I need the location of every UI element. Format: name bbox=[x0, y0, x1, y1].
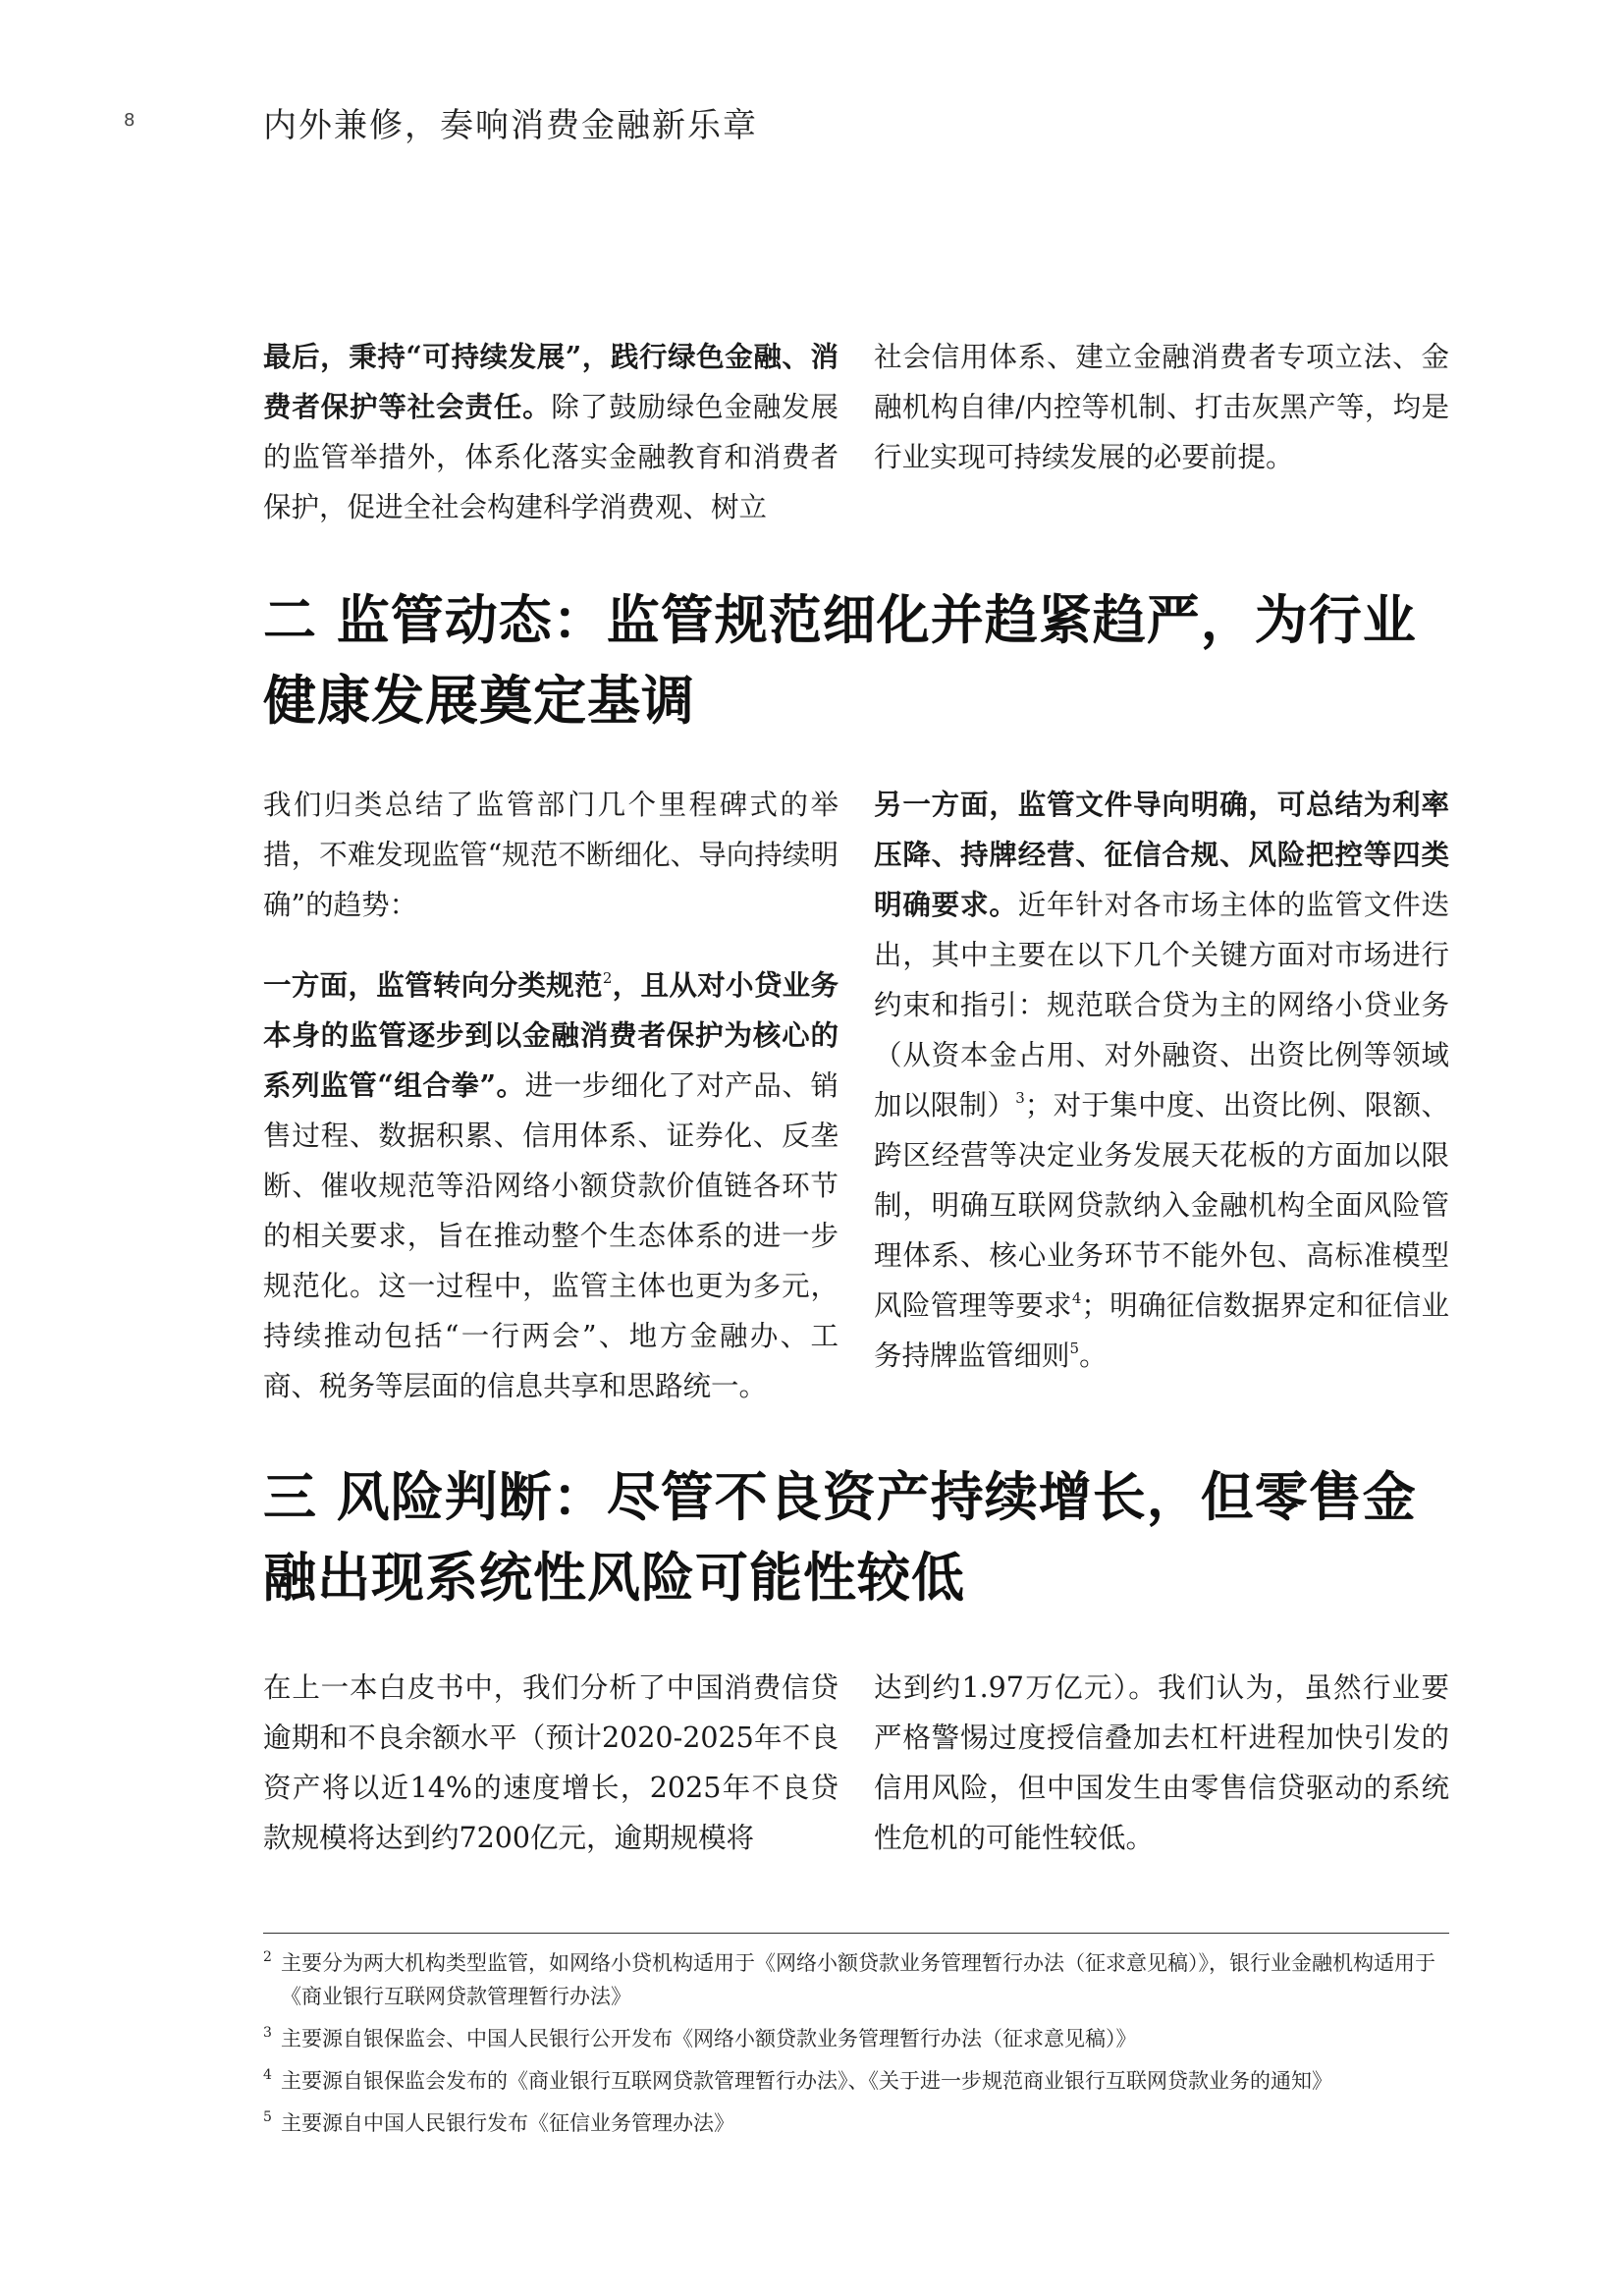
section-2-regulation-paragraph bbox=[263, 960, 839, 1411]
section-2-intro-paragraph: 我们归类总结了监管部门几个里程碑式的举措，不难发现监管“规范不断细化、导向持续明确”的趋势： bbox=[263, 789, 839, 921]
intro-left-text: 除了鼓励绿色金融发展的监管举措外，体系化落实金融教育和消费者保护，促进全社会构建科学消费观、树立 bbox=[263, 391, 839, 523]
section-2-right-text-c: ；明确征信数据界定和征信业务持牌监管细则 bbox=[874, 1289, 1449, 1372]
footnote-2 bbox=[263, 1946, 1449, 2013]
page-number: 8 bbox=[124, 110, 135, 131]
footnote-ref-5: 5 bbox=[1069, 1339, 1080, 1357]
footnote-mark: 3 bbox=[263, 2025, 272, 2041]
footnote-divider bbox=[263, 1933, 1449, 1934]
section-2-left-text: 进一步细化了对产品、销售过程、数据积累、信用体系、证券化、反垄断、催收规范等沿网络小额贷款价值链各环节的相关要求，旨在推动整个生态体系的进一步规范化。这一过程中，监管主体也更为多元，持续推动包括“一行两会”、地方金融办、工商、税务等层面的信息共享和思路统一。 bbox=[263, 1069, 839, 1402]
footnote-text: 主要源自中国人民银行发布《征信业务管理办法》 bbox=[281, 2111, 734, 2135]
section-3-right-column bbox=[874, 1663, 1449, 1863]
intro-left-column bbox=[263, 332, 839, 532]
footnote-mark: 4 bbox=[263, 2067, 272, 2083]
section-2-right-column bbox=[874, 780, 1449, 1381]
section-2-right-text-a: 近年针对各市场主体的监管文件迭出，其中主要在以下几个关键方面对市场进行约束和指引：规范联合贷为主的网络小贷业务（从资本金占用、对外融资、出资比例等领域加以限制） bbox=[874, 889, 1449, 1121]
footnote-3 bbox=[263, 2022, 1449, 2055]
section-2-right-paragraph bbox=[874, 780, 1449, 1381]
section-2-heading: 二 监管动态：监管规范细化并趋紧趋严，为行业健康发展奠定基调 bbox=[263, 588, 1417, 732]
section-2-left-column bbox=[263, 780, 839, 1411]
section-2-bold-a: 一方面，监管转向分类规范 bbox=[263, 968, 603, 1002]
footnote-mark: 5 bbox=[263, 2109, 272, 2125]
intro-bold-lead: 最后，秉持“可持续发展”，践行绿色金融、消费者保护等社会责任。 bbox=[263, 340, 839, 423]
footnote-4 bbox=[263, 2064, 1449, 2098]
footnote-text: 主要源自银保监会、中国人民银行公开发布《网络小额贷款业务管理暂行办法（征求意见稿）》 bbox=[281, 2027, 1137, 2050]
section-2-right-bold: 另一方面，监管文件导向明确，可总结为利率压降、持牌经营、征信合规、风险把控等四类明确要求。 bbox=[874, 788, 1449, 921]
running-title: 内外兼修，奏响消费金融新乐章 bbox=[263, 106, 758, 145]
footnote-ref-2: 2 bbox=[602, 969, 613, 987]
section-2-bold-b: ，且从对小贷业务本身的监管逐步到以金融消费者保护为核心的系列监管“组合拳”。 bbox=[263, 968, 839, 1102]
footnote-5 bbox=[263, 2106, 1449, 2140]
footnotes bbox=[263, 1946, 1449, 2149]
footnote-mark: 2 bbox=[263, 1949, 272, 1965]
section-3-right-paragraph: 达到约1.97万亿元）。我们认为，虽然行业要严格警惕过度授信叠加去杠杆进程加快引发的信用风险，但中国发生由零售信贷驱动的系统性危机的可能性较低。 bbox=[874, 1671, 1449, 1854]
footnote-text: 主要分为两大机构类型监管，如网络小贷机构适用于《网络小额贷款业务管理暂行办法（征求意见稿）》，银行业金融机构适用于《商业银行互联网贷款管理暂行办法》 bbox=[281, 1951, 1435, 2008]
section-2-right-text-d: 。 bbox=[1079, 1339, 1108, 1372]
section-3-heading: 三 风险判断：尽管不良资产持续增长，但零售金融出现系统性风险可能性较低 bbox=[263, 1465, 1417, 1609]
footnote-ref-4: 4 bbox=[1071, 1289, 1082, 1307]
footnote-text: 主要源自银保监会发布的《商业银行互联网贷款管理暂行办法》、《关于进一步规范商业银行互联网贷款业务的通知》 bbox=[281, 2069, 1332, 2093]
section-3-left-column bbox=[263, 1663, 839, 1863]
intro-right-paragraph: 社会信用体系、建立金融消费者专项立法、金融机构自律/内控等机制、打击灰黑产等，均是行业实现可持续发展的必要前提。 bbox=[874, 341, 1449, 473]
section-2-right-text-b: ；对于集中度、出资比例、限额、跨区经营等决定业务发展天花板的方面加以限制，明确互联网贷款纳入金融机构全面风险管理体系、核心业务环节不能外包、高标准模型风险管理等要求 bbox=[874, 1089, 1449, 1322]
section-3-left-paragraph: 在上一本白皮书中，我们分析了中国消费信贷逾期和不良余额水平（预计2020-2025年不良资产将以近14%的速度增长，2025年不良贷款规模将达到约7200亿元，逾期规模将 bbox=[263, 1671, 839, 1854]
intro-right-column bbox=[874, 332, 1449, 482]
intro-left-paragraph bbox=[263, 332, 839, 532]
footnote-ref-3: 3 bbox=[1015, 1089, 1025, 1107]
